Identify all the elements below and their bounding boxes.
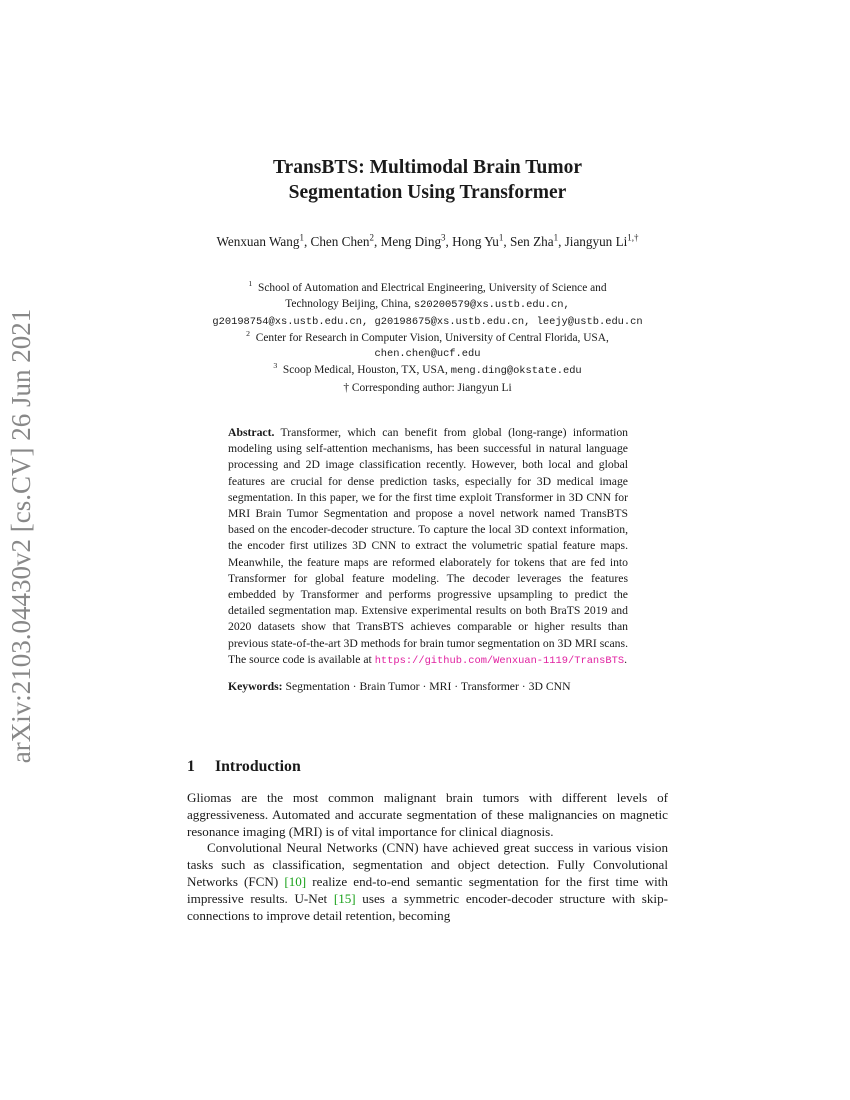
affiliation-1-cont — [187, 296, 668, 313]
intro-body — [187, 790, 668, 924]
keywords — [228, 679, 628, 695]
abstract-paragraph — [228, 425, 628, 669]
abstract-block — [228, 425, 628, 695]
email-link[interactable]: meng.ding@okstate.edu — [450, 365, 582, 378]
intro-paragraph-2 — [187, 840, 668, 924]
author-name: Hong Yu — [452, 234, 499, 249]
title-line-1: TransBTS: Multimodal Brain Tumor — [273, 157, 582, 178]
source-code-link[interactable]: https://github.com/Wenxuan-1119/TransBTS — [374, 654, 625, 667]
email-link[interactable]: chen.chen@ucf.edu — [374, 348, 481, 361]
intro-text: realize end-to-end semantic segmentation for the first time with impressive results. U-Net — [187, 873, 668, 906]
section-title: Introduction — [215, 758, 301, 775]
affil-mark: 3 — [273, 361, 278, 371]
arxiv-sidebar-stamp: arXiv:2103.04430v2 [cs.CV] 26 Jun 2021 — [6, 308, 36, 764]
keywords-label: Keywords: — [228, 680, 283, 694]
section-heading — [187, 756, 301, 778]
author-affil-mark: 2 — [369, 232, 374, 243]
keywords-text: Segmentation · Brain Tumor · MRI · Transformer · 3D CNN — [285, 680, 571, 694]
intro-text: uses a symmetric encoder-decoder structure with skip-connections to improve detail retention, becoming — [187, 890, 668, 923]
affiliations — [187, 280, 668, 396]
affiliation-3 — [187, 362, 668, 379]
author-name: Chen Chen — [310, 234, 370, 249]
author-affil-mark: 1 — [498, 232, 504, 243]
email-list[interactable]: g20198754@xs.ustb.edu.cn, g20198675@xs.ustb.edu.cn, leejy@ustb.edu.cn — [212, 315, 643, 328]
author-affil-mark: 1 — [299, 232, 304, 243]
corresponding-author: † Corresponding author: Jiangyun Li — [343, 381, 512, 394]
author-affil-mark: 1,† — [627, 232, 639, 243]
author-name: Sen Zha — [509, 234, 554, 249]
paper-title — [187, 155, 668, 205]
affil-text: Technology Beijing, China, — [285, 298, 411, 311]
section-number: 1 — [187, 758, 195, 775]
affil-mark: 1 — [248, 279, 253, 289]
intro-text: Convolutional Neural Networks (CNN) have achieved great success in various vision tasks such as classification, segmentation and object detection. Fully Convolutional Networks (FCN) — [187, 840, 668, 889]
abstract-label: Abstract. — [228, 426, 275, 439]
citation-link[interactable]: [15] — [333, 890, 356, 906]
title-line-2: Segmentation Using Transformer — [288, 182, 567, 203]
affiliation-2 — [187, 330, 668, 346]
author-affil-mark: 3 — [441, 232, 446, 243]
author-name: Wenxuan Wang — [216, 234, 300, 249]
abstract-text: Transformer, which can benefit from global (long-range) information modeling using self-attention mechanisms, has been successful in natural language processing and 2D image classification recently. However, both local and global features are crucial for dense prediction tasks, especially for 3D medical image segmentation. In this paper, we for the first time exploit Transformer in 3D CNN for MRI Brain Tumor Segmentation and propose a novel network named TransBTS based on the encoder-decoder structure. To capture the local 3D context information, the encoder first utilizes 3D CNN to extract the volumetric spatial feature maps. Meanwhile, the feature maps are reformed elaborately for tokens that are fed into Transformer for global feature modeling. The decoder leverages the features embedded by Transformer and performs progressive upsampling to predict the detailed segmentation map. Extensive experimental results on both BraTS 2019 and 2020 datasets show that TransBTS achieves comparable or higher results than previous state-of-the-art 3D methods for brain tumor segmentation on 3D MRI scans. The source code is available at — [228, 426, 629, 666]
author-name: Jiangyun Li — [564, 234, 628, 249]
affil-text: Center for Research in Computer Vision, University of Central Florida, USA, — [255, 331, 609, 344]
email-link[interactable]: s20200579@xs.ustb.edu.cn, — [413, 299, 570, 312]
author-name: Meng Ding — [380, 234, 442, 249]
affil-text: Scoop Medical, Houston, TX, USA, — [282, 364, 448, 377]
affil-text: School of Automation and Electrical Engineering, University of Science and — [257, 282, 607, 294]
abstract-end: . — [624, 652, 628, 666]
intro-paragraph-1: Gliomas are the most common malignant brain tumors with different levels of aggressiveness. Automated and accurate segmentation of these malignancies on magnetic resonance imaging (MRI) is of vital importance for clinical diagnosis. — [187, 790, 668, 839]
author-list: Wenxuan Wang$^1$, Chen Chen$^2$, Meng Ding$^3$, Hong Yu$^1$, Sen Zha$^1$, Jiangyun $Li^{1,\dagger}$ — [216, 232, 639, 249]
affil-mark: 2 — [246, 329, 251, 339]
author-affil-mark: 1 — [553, 232, 559, 243]
citation-link[interactable]: [10] — [284, 873, 307, 889]
affiliation-1 — [187, 280, 668, 296]
